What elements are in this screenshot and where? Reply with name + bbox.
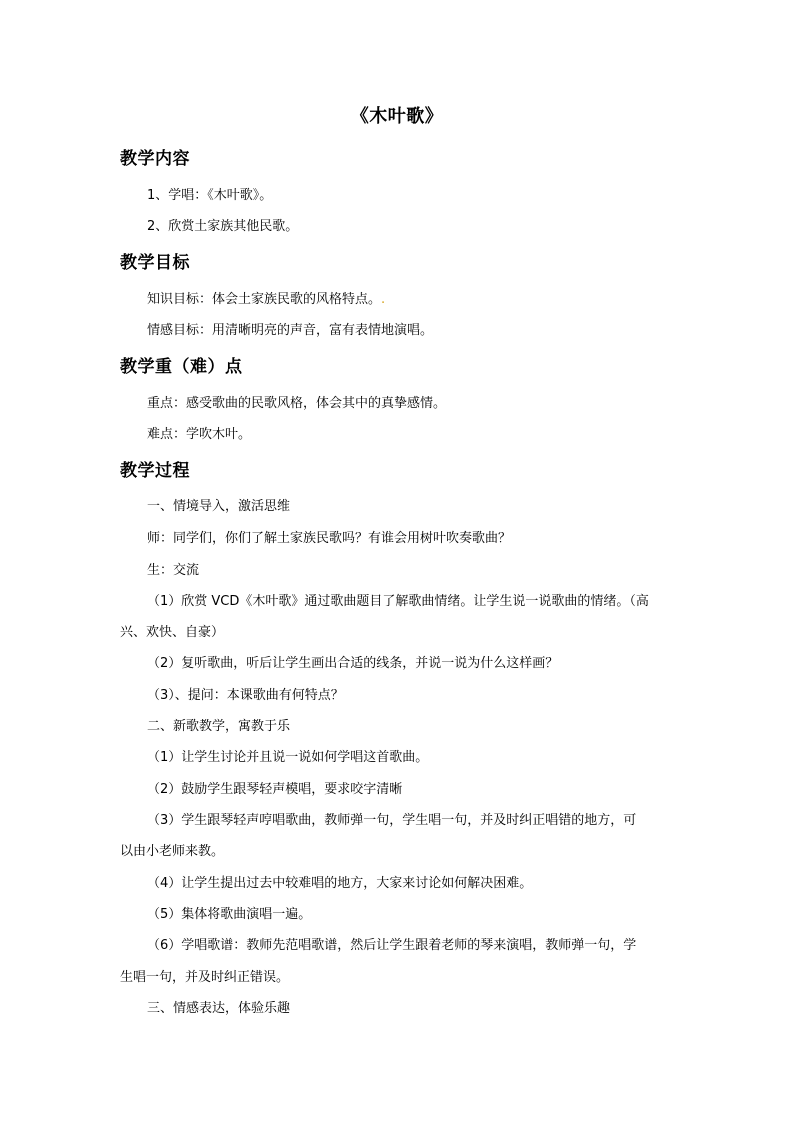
process-line: （3）、提问：本课歌曲有何特点？ bbox=[147, 688, 344, 703]
process-line: 师：同学们，你们了解土家族民歌吗？有谁会用树叶吹奏歌曲？ bbox=[147, 531, 512, 546]
section-heading-goals: 教学目标 bbox=[120, 253, 190, 273]
keypoints-line-2: 难点：学吹木叶。 bbox=[147, 427, 252, 442]
document-title: 《木叶歌》 bbox=[350, 106, 444, 127]
process-line: （4）让学生提出过去中较难唱的地方，大家来讨论如何解决困难。 bbox=[147, 876, 533, 891]
process-line: （2）复听歌曲，听后让学生画出合适的线条，并说一说为什么这样画？ bbox=[147, 656, 559, 671]
process-line-continued: 兴、欢快、自豪） bbox=[120, 625, 225, 640]
process-line: （2）鼓励学生跟琴轻声模唱，要求咬字清晰 bbox=[147, 782, 403, 797]
content-line-2: 2、欣赏土家族其他民歌。 bbox=[147, 219, 299, 234]
keypoints-line-1: 重点：感受歌曲的民歌风格，体会其中的真挚感情。 bbox=[147, 396, 447, 411]
process-line: （6）学唱歌谱：教师先范唱歌谱，然后让学生跟着老师的琴来演唱，教师弹一句，学 bbox=[147, 938, 637, 953]
goals-line-1-text: 知识目标：体会土家族民歌的风格特点。 bbox=[147, 292, 382, 307]
process-line-continued: 以由小老师来教。 bbox=[120, 844, 225, 859]
section-heading-content: 教学内容 bbox=[120, 149, 190, 169]
content-line-1: 1、学唱：《木叶歌》。 bbox=[147, 188, 273, 203]
process-line: （3）学生跟琴轻声哼唱歌曲，教师弹一句，学生唱一句，并及时纠正唱错的地方，可 bbox=[147, 813, 637, 828]
process-line: （1）让学生讨论并且说一说如何学唱这首歌曲。 bbox=[147, 750, 429, 765]
goals-trailing-mark: . bbox=[381, 292, 386, 307]
process-line: 生：交流 bbox=[147, 563, 200, 578]
goals-line-2: 情感目标：用清晰明亮的声音，富有表情地演唱。 bbox=[147, 323, 434, 338]
goals-line-1 bbox=[147, 290, 385, 310]
section-heading-process: 教学过程 bbox=[120, 461, 190, 481]
process-line: （5）集体将歌曲演唱一遍。 bbox=[147, 907, 312, 922]
process-line-continued: 生唱一句，并及时纠正错误。 bbox=[120, 970, 290, 985]
process-line: 一、情境导入，激活思维 bbox=[147, 499, 291, 514]
process-line: 三、情感表达，体验乐趣 bbox=[147, 1001, 291, 1016]
section-heading-keypoints: 教学重（难）点 bbox=[120, 357, 243, 377]
process-line: 二、新歌教学，寓教于乐 bbox=[147, 719, 291, 734]
process-line: （1）欣赏 VCD《木叶歌》通过歌曲题目了解歌曲情绪。让学生说一说歌曲的情绪。（高 bbox=[147, 594, 649, 609]
